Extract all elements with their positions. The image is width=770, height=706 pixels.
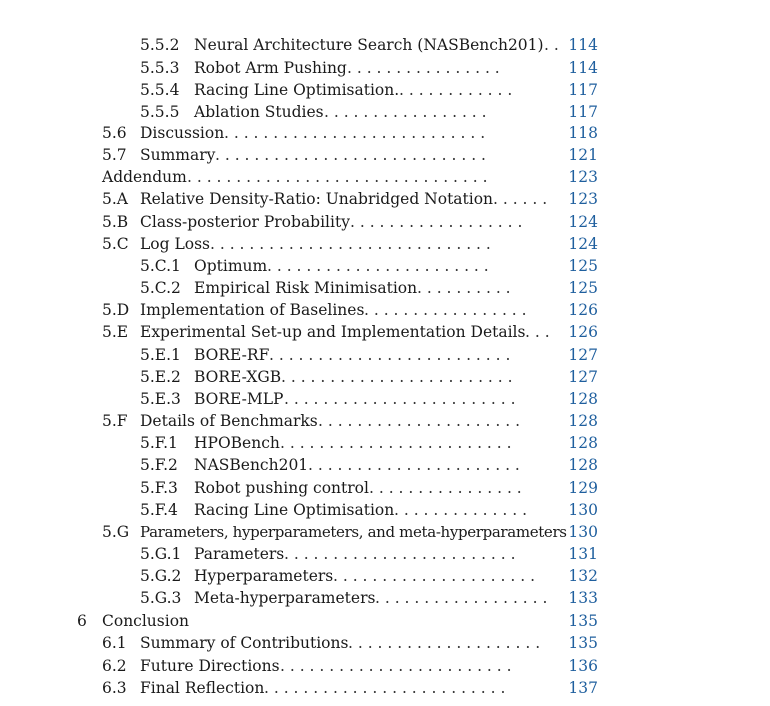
leader-dots: . . . . . . . . . . . . . . . . .	[324, 103, 487, 121]
leader-dots: . . . . . . . . . . . . . . . . . . . . . . . .	[284, 545, 516, 563]
section-number: 5.C	[102, 235, 129, 253]
page-number[interactable]: 129	[568, 479, 598, 497]
section-number: 6.1	[102, 634, 127, 652]
leader-dots: . . . . . . . . . . . . . . . . . . . . . . . . . . . .	[215, 146, 486, 164]
section-number: 5.C.2	[140, 279, 181, 297]
page-number[interactable]: 125	[568, 279, 598, 297]
section-number: 5.D	[102, 301, 130, 319]
section-title: BORE-MLP	[194, 390, 284, 408]
section-title: Parameters	[194, 545, 285, 563]
page-number[interactable]: 123	[568, 168, 598, 186]
section-number: 5.E.1	[140, 346, 181, 364]
leader-dots: . . . . . . . . . . . . . . . . . . . . . . . .	[281, 368, 513, 386]
section-title: NASBench201	[194, 456, 309, 474]
page-number[interactable]: 124	[568, 235, 598, 253]
section-title: Log Loss	[140, 235, 211, 253]
section-number: 6.3	[102, 679, 127, 697]
section-title: Conclusion	[102, 612, 190, 630]
page-number[interactable]: 118	[568, 124, 598, 142]
page-number[interactable]: 128	[568, 412, 598, 430]
leader-dots: . . . . . . . . . . . . . . . . . . . . . . . .	[280, 657, 512, 675]
page-number[interactable]: 126	[568, 323, 598, 341]
leader-dots: . . . . . . . . . . . . . . . . . .	[350, 213, 523, 231]
section-number: 6.2	[102, 657, 127, 675]
page-number[interactable]: 130	[568, 523, 598, 541]
leader-dots: . . . . . . . . . . . . . . . . . . . . . . . .	[280, 434, 512, 452]
section-title: Relative Density-Ratio: Unabridged Notation	[140, 190, 494, 208]
page-number[interactable]: 132	[568, 567, 598, 585]
page-number[interactable]: 130	[568, 501, 598, 519]
section-number: 5.6	[102, 124, 127, 142]
leader-dots: . . . . . . . . . . . . . . . . . . . . . . . . .	[269, 346, 511, 364]
section-title: Racing Line Optimisation	[194, 501, 395, 519]
section-title: Meta-hyperparameters	[194, 589, 376, 607]
page-number[interactable]: 135	[568, 612, 598, 630]
section-title: Neural Architecture Search (NASBench201)	[194, 36, 544, 54]
section-number: 5.F.4	[140, 501, 178, 519]
section-number: 5.E.3	[140, 390, 181, 408]
leader-dots: . . . . . .	[493, 190, 548, 208]
section-number: 5.E	[102, 323, 129, 341]
section-number: 5.G.2	[140, 567, 182, 585]
section-title: Parameters, hyperparameters, and meta-hyperparameters	[140, 523, 567, 541]
leader-dots: . . . . . . . . . . . . . . . . . . . . .	[333, 567, 536, 585]
page-number[interactable]: 117	[568, 103, 598, 121]
section-number: 5.5.3	[140, 59, 180, 77]
section-title: Implementation of Baselines	[140, 301, 365, 319]
section-number: 6	[77, 612, 87, 630]
section-title: Robot Arm Pushing	[194, 59, 347, 77]
section-number: 5.B	[102, 213, 129, 231]
page-number[interactable]: 127	[568, 346, 598, 364]
leader-dots: . . . . . . . . . . . . . . . . . . . . . . . . . . . . .	[210, 235, 491, 253]
page-number[interactable]: 128	[568, 434, 598, 452]
section-number: 5.7	[102, 146, 127, 164]
page-number[interactable]: 137	[568, 679, 598, 697]
section-title: Class-posterior Probability	[140, 213, 350, 231]
section-title: Experimental Set-up and Implementation Details	[140, 323, 526, 341]
page-number[interactable]: 135	[568, 634, 598, 652]
section-number: 5.A	[102, 190, 128, 208]
leader-dots: . . . . . . . . . . . . . . . . . .	[375, 589, 548, 607]
section-number: 5.G.3	[140, 589, 182, 607]
leader-dots: . . . . . . . . . . . . . . . . . . . . . . . . . . . . . . .	[187, 168, 488, 186]
section-title: HPOBench	[194, 434, 280, 452]
section-number: 5.F.2	[140, 456, 178, 474]
section-number: 5.G	[102, 523, 130, 541]
section-title: Robot pushing control	[194, 479, 369, 497]
section-number: 5.5.5	[140, 103, 180, 121]
leader-dots: . . . . . . . . . . . . . . . . . . . . . . . .	[284, 390, 516, 408]
section-number: 5.F.1	[140, 434, 178, 452]
section-number: 5.G.1	[140, 545, 182, 563]
section-title: Addendum	[102, 168, 187, 186]
leader-dots: . . . . . . . . . . . . . . . . . . . .	[348, 634, 541, 652]
section-title: BORE-RF	[194, 346, 270, 364]
page-number[interactable]: 125	[568, 257, 598, 275]
leader-dots: . . . . . . . . . . . . . . . . . . . . . . . . .	[264, 679, 506, 697]
section-number: 5.C.1	[140, 257, 181, 275]
section-number: 5.F.3	[140, 479, 178, 497]
page-number[interactable]: 124	[568, 213, 598, 231]
page-number[interactable]: 117	[568, 81, 598, 99]
leader-dots: . . . . . . . . . . . . . . . . . . . . . .	[308, 456, 520, 474]
page-number[interactable]: 136	[568, 657, 598, 675]
section-title: Summary of Contributions	[140, 634, 349, 652]
leader-dots: . . .	[525, 323, 550, 341]
clipped-line	[0, 98, 770, 122]
section-number: 5.E.2	[140, 368, 181, 386]
section-title: Optimum	[194, 257, 268, 275]
leader-dots: . . . . . . . . . . . . . . . .	[369, 479, 522, 497]
section-number: 5.5.4	[140, 81, 180, 99]
leader-dots: . . . . . . . . . . . .	[399, 81, 513, 99]
leader-dots: . . . . . . . . . . . . . . . .	[347, 59, 500, 77]
page-number[interactable]: 131	[568, 545, 598, 563]
leader-dots: . . . . . . . . . . . . . .	[394, 501, 528, 519]
leader-dots: . . . . . . . . . .	[417, 279, 511, 297]
section-title: Final Reflection	[140, 679, 265, 697]
section-title: BORE-XGB	[194, 368, 282, 386]
section-title: Discussion	[140, 124, 225, 142]
section-title: Details of Benchmarks	[140, 412, 318, 430]
leader-dots: . .	[544, 36, 559, 54]
page-number[interactable]: 126	[568, 301, 598, 319]
leader-dots: . . . . . . . . . . . . . . . . . . . . . . .	[267, 257, 489, 275]
section-number: 5.5.2	[140, 36, 180, 54]
leader-dots: . . . . . . . . . . . . . . . . . . . . . . . . . . .	[224, 124, 486, 142]
leader-dots: . . . . . . . . . . . . . . . . . . . . .	[318, 412, 521, 430]
leader-dots: . . . . . . . . . . . . . . . . .	[364, 301, 527, 319]
section-title: Ablation Studies	[194, 103, 324, 121]
section-title: Future Directions	[140, 657, 280, 675]
section-number: 5.F	[102, 412, 128, 430]
section-title: Hyperparameters	[194, 567, 334, 585]
page-number[interactable]: 128	[568, 456, 598, 474]
page-number[interactable]: 128	[568, 390, 598, 408]
page-number[interactable]: 133	[568, 589, 598, 607]
page-number[interactable]: 114	[568, 59, 598, 77]
page-number[interactable]: 121	[568, 146, 598, 164]
page-number[interactable]: 114	[568, 36, 598, 54]
section-title: Summary	[140, 146, 216, 164]
page-number[interactable]: 123	[568, 190, 598, 208]
section-title: Empirical Risk Minimisation	[194, 279, 418, 297]
page-number[interactable]: 127	[568, 368, 598, 386]
section-title: Racing Line Optimisation.	[194, 81, 400, 99]
